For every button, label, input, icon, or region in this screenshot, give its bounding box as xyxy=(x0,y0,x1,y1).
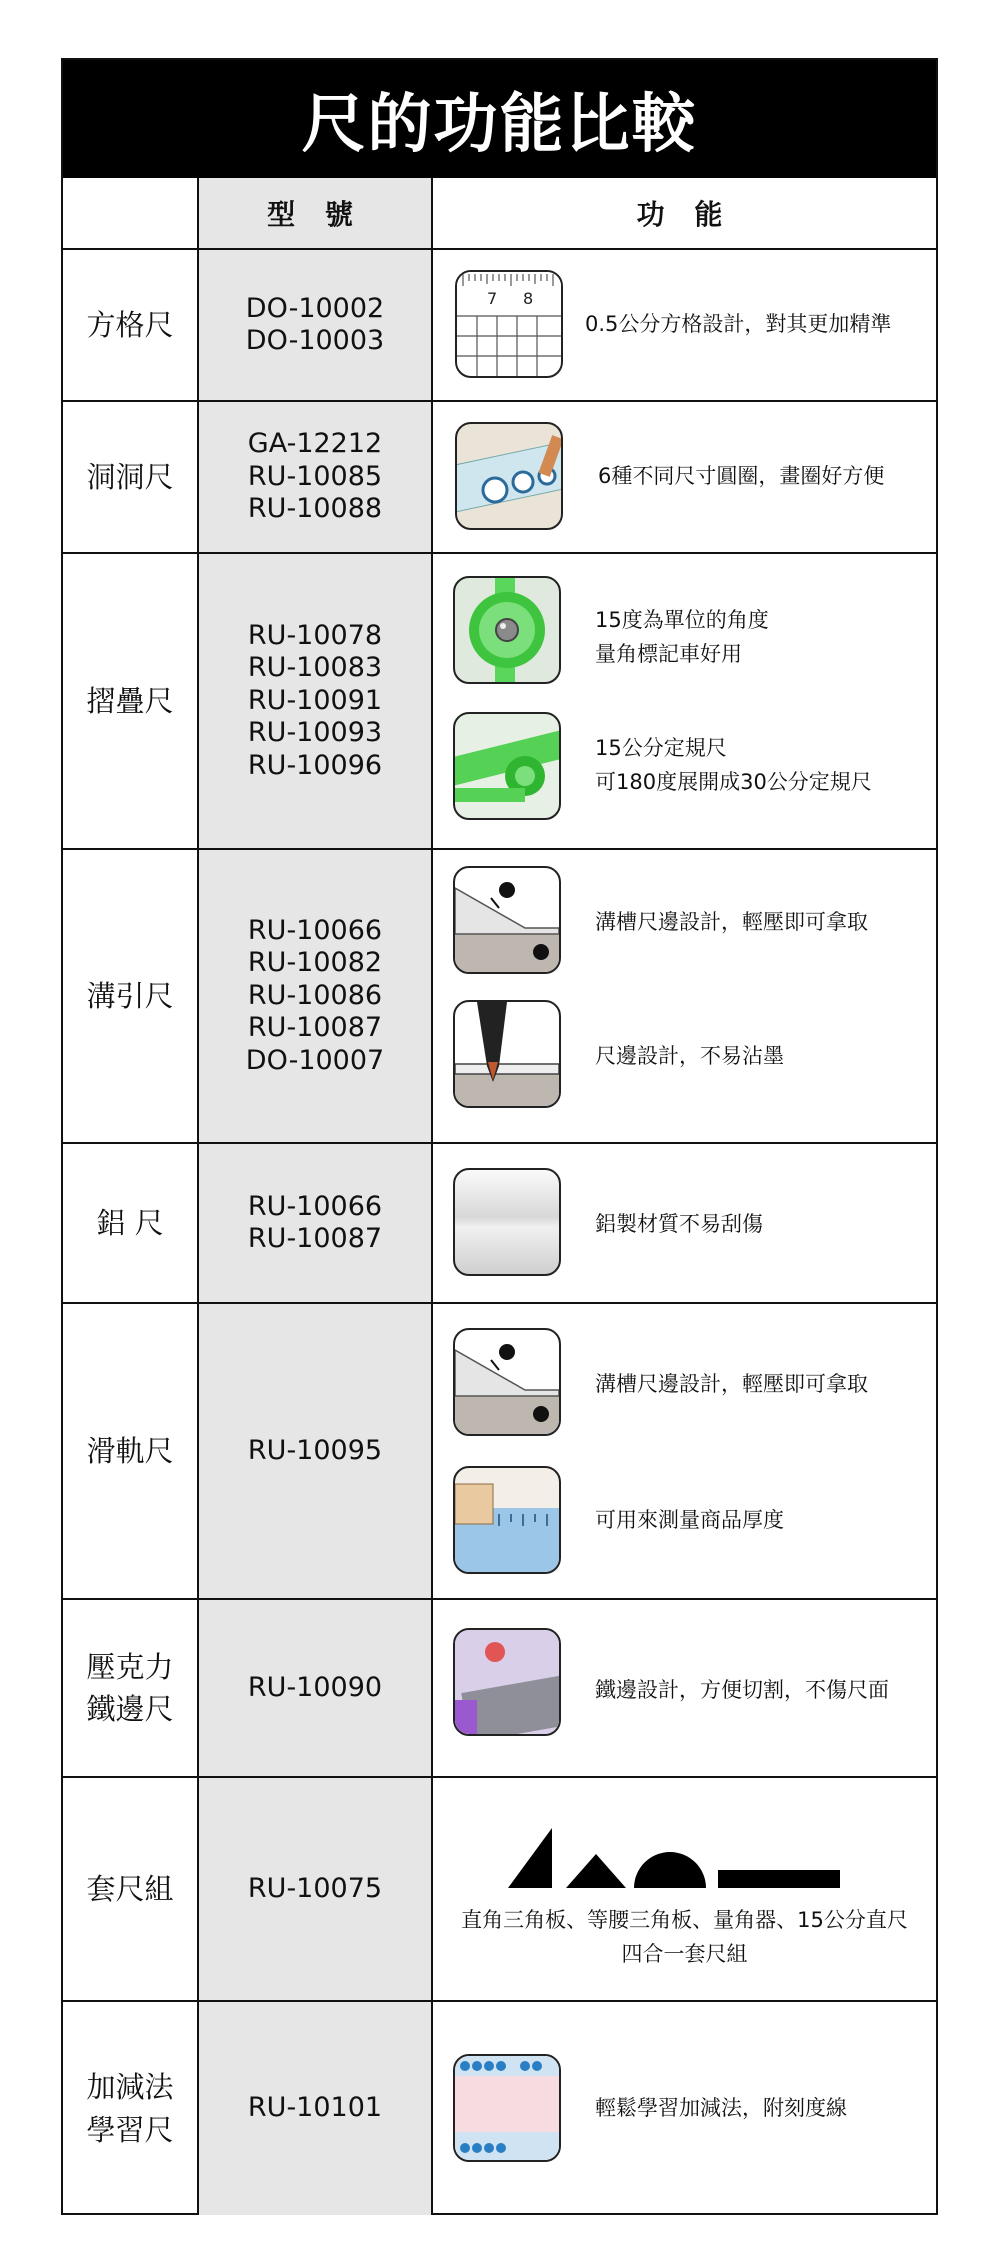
feature-line: 可180度展開成30公分定規尺 xyxy=(595,769,872,794)
ruler-name: 套尺組 xyxy=(63,1778,199,2000)
ruler-name: 加減法 學習尺 xyxy=(63,2002,199,2215)
svg-text:7: 7 xyxy=(487,289,498,308)
thickness-gauge-icon xyxy=(453,1466,561,1574)
steel-edge-ruler-icon xyxy=(453,1628,561,1736)
function-cell xyxy=(433,1304,936,1598)
model-number: RU-10095 xyxy=(247,1434,383,1466)
model-list xyxy=(199,1304,433,1598)
protractor-dial-icon xyxy=(453,576,561,684)
aluminum-plate-icon xyxy=(453,1168,561,1276)
model-number: RU-10086 xyxy=(247,979,383,1011)
model-list xyxy=(199,554,433,848)
model-number: RU-10087 xyxy=(247,1223,383,1254)
comparison-table xyxy=(61,58,938,2215)
header-model: 型 號 xyxy=(199,178,433,250)
pen-tip-icon xyxy=(453,1000,561,1108)
model-number: RU-10075 xyxy=(247,1872,383,1904)
model-number: RU-10096 xyxy=(247,749,383,781)
function-cell xyxy=(433,850,936,1142)
feature-text xyxy=(433,1904,936,1971)
feature-text: 鋁製材質不易刮傷 xyxy=(595,1212,763,1236)
model-list xyxy=(199,250,433,400)
folding-ruler-icon xyxy=(453,712,561,820)
feature-text: 0.5公分方格設計，對其更加精準 xyxy=(585,312,892,336)
function-cell xyxy=(433,1144,936,1302)
function-cell xyxy=(433,2002,936,2215)
model-number: RU-10101 xyxy=(247,2092,383,2124)
ruler-name: 滑軌尺 xyxy=(63,1304,199,1598)
grid-ruler-icon xyxy=(455,270,563,378)
model-number: RU-10083 xyxy=(247,652,383,684)
table-row xyxy=(63,1304,936,1600)
feature-text: 輕鬆學習加減法，附刻度線 xyxy=(595,2096,847,2120)
function-cell xyxy=(433,402,936,552)
table-row xyxy=(63,402,936,554)
model-number: GA-12212 xyxy=(247,428,383,460)
ruler-name: 鋁 尺 xyxy=(63,1144,199,1302)
groove-edge-icon xyxy=(453,1328,561,1436)
header-function: 功 能 xyxy=(433,178,936,250)
ruler-name: 壓克力 鐵邊尺 xyxy=(63,1600,199,1776)
model-list xyxy=(199,402,433,552)
header-blank xyxy=(63,178,199,250)
ruler-name: 溝引尺 xyxy=(63,850,199,1142)
feature-text: 溝槽尺邊設計，輕壓即可拿取 xyxy=(595,1372,868,1396)
model-number: RU-10066 xyxy=(247,915,383,947)
model-number: RU-10087 xyxy=(247,1012,383,1044)
function-cell xyxy=(433,1778,936,2000)
feature-text: 尺邊設計，不易沾墨 xyxy=(595,1044,784,1068)
model-number: RU-10066 xyxy=(247,1190,383,1222)
feature-line: 量角標記車好用 xyxy=(595,641,742,666)
model-number: RU-10085 xyxy=(247,460,383,492)
table-row xyxy=(63,554,936,850)
model-number: DO-10003 xyxy=(245,325,385,356)
feature-line: 15公分定規尺 xyxy=(595,736,727,760)
feature-text: 可用來測量商品厚度 xyxy=(595,1508,784,1532)
model-list xyxy=(199,2002,433,2215)
table-row xyxy=(63,2002,936,2215)
feature-text: 溝槽尺邊設計，輕壓即可拿取 xyxy=(595,910,868,934)
model-list xyxy=(199,1600,433,1776)
model-number: DO-10002 xyxy=(245,292,385,324)
groove-edge-icon xyxy=(453,866,561,974)
page-title: 尺的功能比較 xyxy=(63,60,936,178)
model-number: RU-10093 xyxy=(247,717,383,749)
feature-text xyxy=(595,732,872,799)
feature-line: 四合一套尺組 xyxy=(621,1941,748,1966)
model-number: DO-10007 xyxy=(245,1044,385,1076)
feature-line: 直角三角板、等腰三角板、量角器、15公分直尺 xyxy=(461,1908,908,1932)
feature-text xyxy=(595,604,769,671)
table-row xyxy=(63,1144,936,1304)
table-row xyxy=(63,250,936,402)
svg-text:8: 8 xyxy=(523,289,534,308)
model-list xyxy=(199,850,433,1142)
model-list xyxy=(199,1144,433,1302)
function-cell xyxy=(433,554,936,848)
ruler-name: 洞洞尺 xyxy=(63,402,199,552)
model-number: RU-10082 xyxy=(247,947,383,979)
table-row xyxy=(63,1600,936,1778)
model-list xyxy=(199,1778,433,2000)
feature-line: 15度為單位的角度 xyxy=(595,608,769,632)
ruler-set-shapes-icon xyxy=(508,1828,868,1888)
hole-ruler-icon xyxy=(455,422,563,530)
table-row xyxy=(63,850,936,1144)
model-number: RU-10088 xyxy=(247,493,383,525)
model-number: RU-10078 xyxy=(247,620,383,652)
ruler-name: 方格尺 xyxy=(63,250,199,400)
function-cell xyxy=(433,1600,936,1776)
math-learning-ruler-icon xyxy=(453,2054,561,2162)
feature-text: 鐵邊設計，方便切割，不傷尺面 xyxy=(595,1678,889,1702)
ruler-name: 摺疊尺 xyxy=(63,554,199,848)
model-number: RU-10090 xyxy=(247,1671,383,1703)
model-number: RU-10091 xyxy=(247,684,383,716)
function-cell xyxy=(433,250,936,400)
feature-text: 6種不同尺寸圓圈，畫圈好方便 xyxy=(598,464,885,488)
table-row xyxy=(63,1778,936,2002)
